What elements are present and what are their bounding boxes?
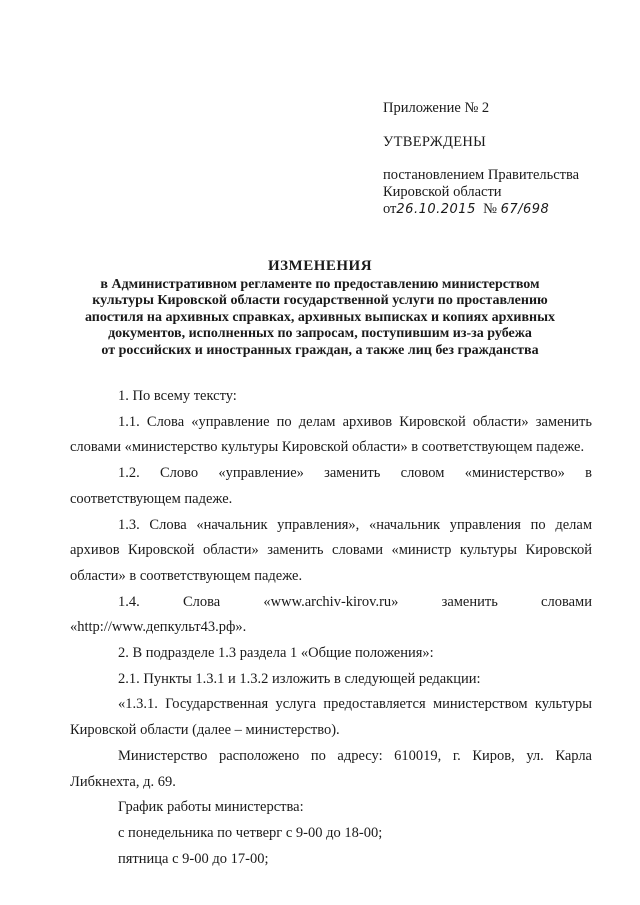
paragraph-mon-thu: с понедельника по четверг с 9-00 до 18-00; [118, 824, 383, 841]
date-prefix: от [383, 201, 397, 217]
resolution-line-1: постановлением Правительства [383, 167, 580, 183]
p14-words: словами [541, 593, 592, 610]
document-body [70, 384, 592, 872]
paragraph-2-1-quote: «1.3.1. Государственная услуга предоставляется министерством культуры Кировской области (далее – министерство). [70, 696, 592, 739]
heading-subtitle-line: документов, исполненных по запросам, поступившим из-за рубежа [108, 326, 532, 341]
heading-subtitle-line: апостиля на архивных справках, архивных выписках и копиях архивных [84, 309, 556, 325]
paragraph-2-1: 2.1. Пункты 1.3.1 и 1.3.2 изложить в следующей редакции: [118, 670, 481, 687]
paragraph-address: Министерство расположено по адресу: 610019, г. Киров, ул. Карла Либкнехта, д. 69. [70, 747, 592, 790]
paragraph-2: 2. В подразделе 1.3 раздела 1 «Общие положения»: [118, 645, 434, 662]
heading-subtitle-line: культуры Кировской области государственной услуги по проставлению [92, 293, 548, 308]
p14-replace: заменить [441, 593, 498, 610]
p14-word: Слова [182, 593, 221, 610]
heading-title: ИЗМЕНЕНИЯ [267, 258, 373, 274]
approval-block [383, 100, 613, 218]
paragraph-1-4-line [70, 590, 592, 616]
handwritten-date: 26.10.2015 [396, 202, 476, 217]
p14-number: 1.4. [118, 593, 140, 610]
paragraph-1-1: 1.1. Слова «управление по делам архивов Кировской области» заменить словами «министерство культуры Кировской области» в соответствующем падеже. [70, 413, 592, 456]
handwritten-number: 67/698 [500, 202, 550, 217]
resolution-date-line [383, 201, 613, 218]
paragraph-1-3: 1.3. Слова «начальник управления», «начальник управления по делам архивов Кировской области» заменить словами «министр культуры Кировской области» в соответствующем падеже. [70, 516, 592, 584]
resolution-line-2: Кировской области [383, 184, 502, 200]
heading-subtitle-line: в Административном регламенте по предоставлению министерством [100, 276, 540, 292]
paragraph-schedule: График работы министерства: [118, 799, 304, 816]
approved-label: УТВЕРЖДЕНЫ [383, 134, 487, 150]
paragraph-fri: пятница с 9-00 до 17-00; [118, 850, 269, 867]
heading-subtitle-line: от российских и иностранных граждан, а также лиц без гражданства [101, 342, 539, 358]
paragraph-1-4-cont: «http://www.депкульт43.рф». [70, 619, 247, 636]
number-prefix: № [483, 201, 497, 217]
paragraph-1-2: 1.2. Слово «управление» заменить словом «министерство» в соответствующем падеже. [70, 465, 592, 507]
p14-old-url: «www.archiv-kirov.ru» [263, 593, 399, 610]
document-heading [40, 258, 600, 359]
paragraph-1: 1. По всему тексту: [118, 388, 237, 404]
annex-number: Приложение № 2 [383, 100, 490, 116]
